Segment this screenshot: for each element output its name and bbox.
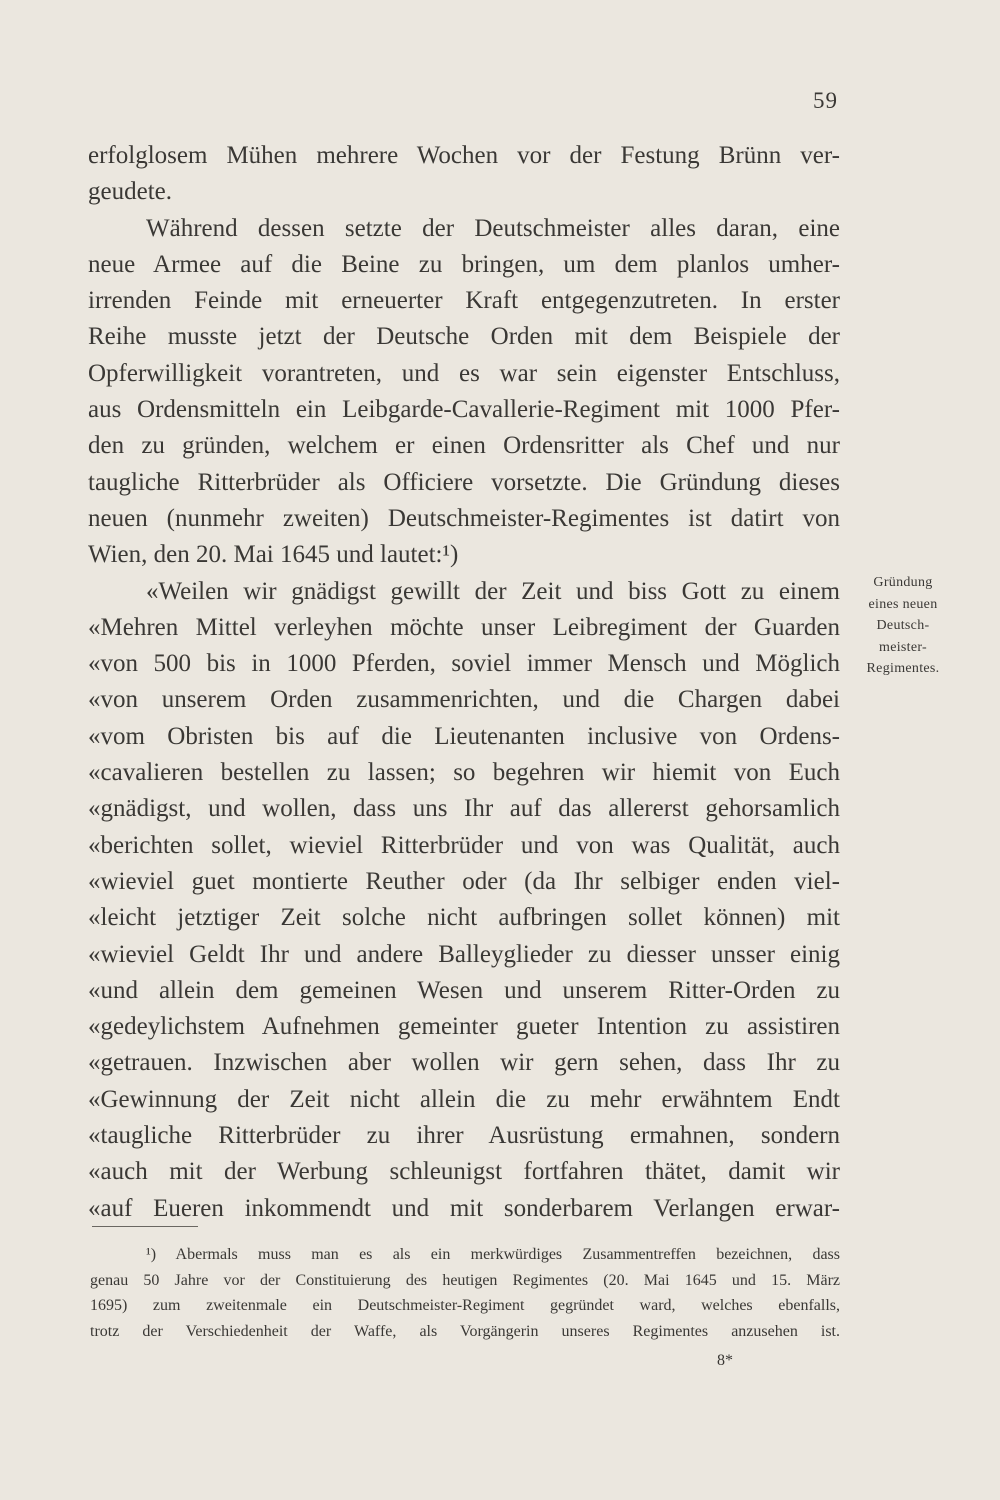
signature-mark: 8* [717, 1352, 733, 1369]
footnote [90, 1242, 840, 1344]
footnote-line: trotz der Verschiedenheit der Waffe, als Vorgängerin unseres Regimentes anzusehen ist. [90, 1322, 840, 1340]
text-line: geudete. [88, 178, 172, 206]
text-line: Während dessen setzte der Deutschmeister alles daran, eine [146, 214, 840, 242]
text-line: «cavalieren bestellen zu lassen; so begehren wir hiemit von Euch [88, 759, 840, 787]
text-line: «auf Eueren inkommendt und mit sonderbarem Verlangen erwar- [88, 1194, 840, 1222]
text-line: aus Ordensmitteln ein Leibgarde-Cavallerie-Regiment mit 1000 Pfer- [88, 396, 840, 424]
footnote-divider [92, 1226, 198, 1227]
text-line: «wieviel guet montierte Reuther oder (da Ihr selbiger enden viel- [88, 867, 840, 895]
text-line: «wieviel Geldt Ihr und andere Balleyglieder zu diesser unsser einig [88, 940, 840, 968]
text-line: «gedeylichstem Aufnehmen gemeinter gueter Intention zu assistiren [88, 1013, 840, 1041]
text-line: «Mehren Mittel verleyhen möchte unser Leibregiment der Guarden [88, 613, 840, 641]
text-line: «taugliche Ritterbrüder zu ihrer Ausrüstung ermahnen, sondern [88, 1122, 840, 1150]
text-line: neue Armee auf die Beine zu bringen, um dem planlos umher- [88, 250, 840, 278]
text-line: den zu gründen, welchem er einen Ordensritter als Chef und nur [88, 432, 840, 460]
text-line: Opferwilligkeit vorantreten, und es war sein eigenster Entschluss, [88, 359, 840, 387]
main-text [88, 138, 840, 1227]
text-line: «getrauen. Inzwischen aber wollen wir gern sehen, dass Ihr zu [88, 1049, 840, 1077]
text-line: erfolglosem Mühen mehrere Wochen vor der Festung Brünn ver- [88, 142, 840, 169]
text-line: «gnädigst, und wollen, dass uns Ihr auf das allererst gehorsamlich [88, 795, 840, 823]
margin-note-line: Gründung [873, 575, 933, 590]
text-line: «Gewinnung der Zeit nicht allein die zu mehr erwähntem Endt [88, 1085, 840, 1113]
text-line: «auch mit der Werbung schleunigst fortfahren thätet, damit wir [88, 1158, 840, 1186]
text-line: Wien, den 20. Mai 1645 und lautet:¹) [88, 541, 459, 569]
text-line: «Weilen wir gnädigst gewillt der Zeit und biss Gott zu einem [146, 577, 840, 605]
page-number: 59 [813, 88, 838, 113]
margin-note-line: meister- [879, 639, 927, 655]
text-line: «vom Obristen bis auf die Lieutenanten inclusive von Ordens- [88, 722, 840, 750]
text-line: «berichten sollet, wieviel Ritterbrüder und von was Qualität, auch [88, 831, 840, 859]
footnote-line: ¹) Abermals muss man es als ein merkwürdiges Zusammentreffen bezeichnen, dass [146, 1246, 840, 1263]
footnote-line: genau 50 Jahre vor der Constituierung des heutigen Regimentes (20. Mai 1645 und 15. März [90, 1271, 840, 1289]
text-line: «von unserem Orden zusammenrichten, und die Chargen dabei [88, 686, 840, 714]
text-line: Reihe musste jetzt der Deutsche Orden mit dem Beispiele der [88, 323, 840, 351]
margin-note-line: eines neuen [868, 596, 938, 612]
margin-note [848, 572, 958, 680]
text-line: taugliche Ritterbrüder als Officiere vorsetzte. Die Gründung dieses [88, 468, 840, 496]
text-line: «von 500 bis in 1000 Pferden, soviel immer Mensch und Möglich [88, 650, 840, 678]
text-line: «und allein dem gemeinen Wesen und unserem Ritter-Orden zu [88, 976, 840, 1004]
text-line: irrenden Feinde mit erneuerter Kraft entgegenzutreten. In erster [88, 287, 840, 315]
margin-note-line: Deutsch- [876, 618, 930, 633]
footnote-line: 1695) zum zweitenmale ein Deutschmeister-Regiment gegründet ward, welches ebenfalls, [90, 1297, 840, 1314]
text-line: «leicht jetztiger Zeit solche nicht aufbringen sollet können) mit [88, 904, 840, 932]
margin-note-line: Regimentes. [866, 661, 940, 676]
text-line: neuen (nunmehr zweiten) Deutschmeister-Regimentes ist datirt von [88, 504, 840, 532]
